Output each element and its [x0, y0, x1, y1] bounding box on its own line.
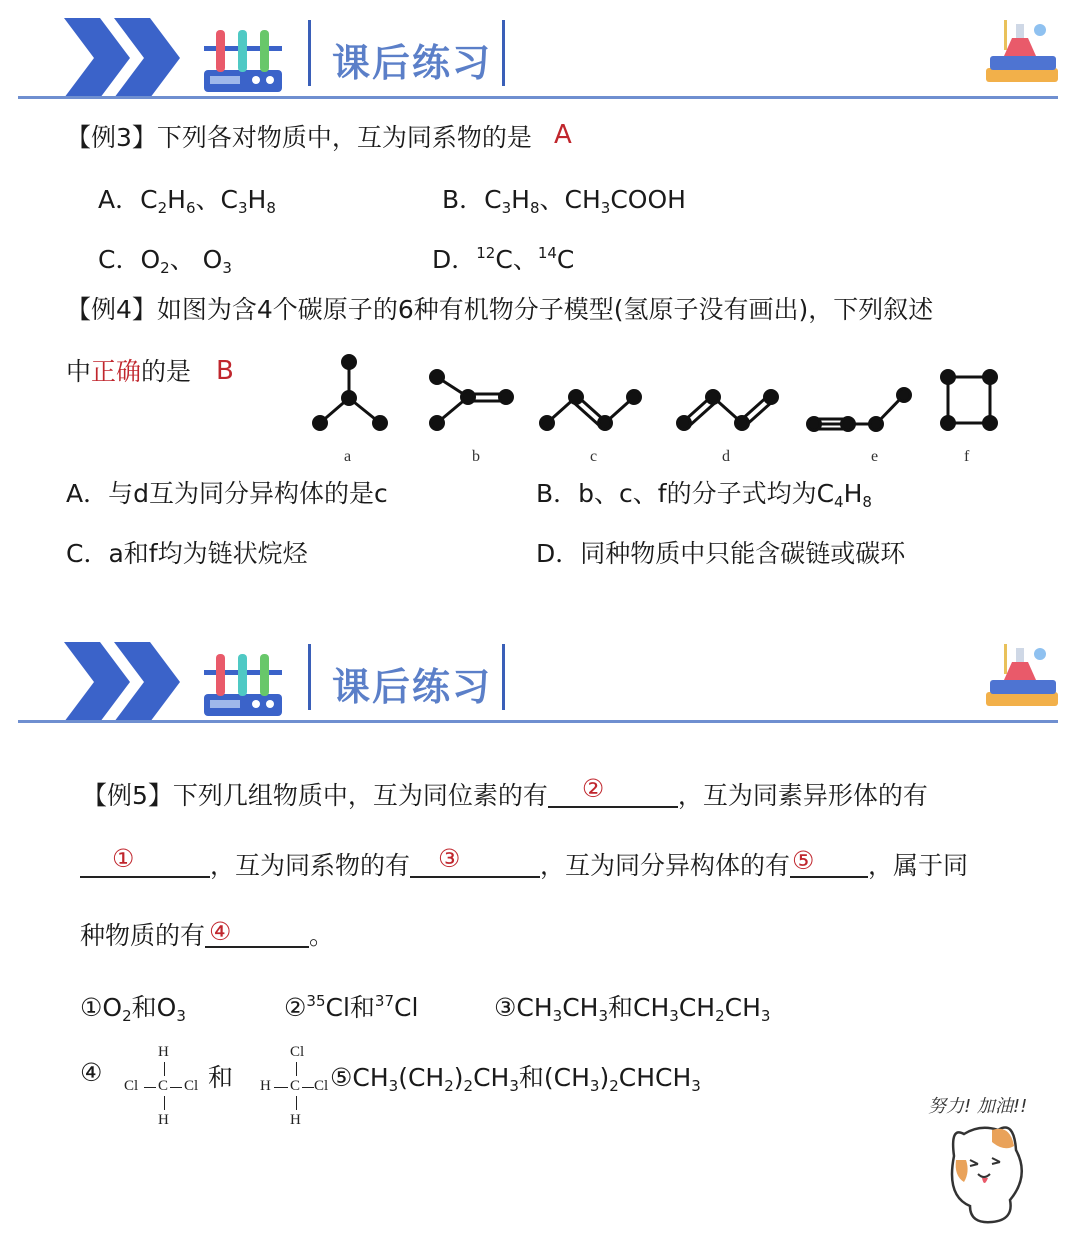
cat-sticker-icon	[940, 1116, 1034, 1226]
ex5-item-3: $③CH_3CH_3$和$CH_3CH_2CH_3$	[494, 993, 771, 1025]
ex5-answer-isotope: ②	[581, 774, 605, 803]
ex4-option-b: B．b、c、f的分子式均为$C_4H_8$	[536, 479, 872, 511]
ex3-option-c: C．$O_2$、 $O_3$	[98, 245, 232, 277]
molecule-d	[678, 391, 778, 430]
section-banner-1	[0, 0, 1080, 110]
molecule-models-figure	[300, 350, 1020, 440]
caption-b: b	[472, 448, 480, 465]
ex3-option-a: A．$C_2H_6$、$C_3H_8$	[98, 185, 276, 217]
ex5-item-4-and: 和	[208, 1063, 234, 1092]
books-flask-icon	[982, 642, 1062, 716]
caption-c: c	[590, 448, 598, 465]
molecule-c	[541, 391, 641, 430]
ex5-line1: 【例5】下列几组物质中，互为同位素的有 ② ，互为同素异形体的有	[82, 774, 928, 810]
test-tube-rack-icon	[200, 26, 286, 96]
caption-f: f	[964, 448, 970, 465]
molecule-b	[431, 371, 513, 430]
molecule-a	[314, 356, 387, 430]
double-chevron-icon	[64, 18, 184, 98]
ex5-answer-homolog: ③	[438, 844, 461, 873]
double-chevron-icon	[64, 642, 184, 722]
ex4-stem-line1: 【例4】如图为含4个碳原子的6种有机物分子模型(氢原子没有画出)，下列叙述	[66, 295, 934, 324]
banner-title: 课后练习	[332, 665, 493, 709]
banner-title: 课后练习	[332, 41, 493, 85]
ex3-option-b: B．$C_3H_8$、$CH_3COOH$	[442, 185, 686, 217]
caption-e: e	[871, 448, 879, 465]
ex5-item-1: $①O_2$和$O_3$	[80, 993, 186, 1025]
ex5-answer-allotrope: ①	[112, 844, 135, 873]
ex5-line2: ① ，互为同系物的有 ③ ，互为同分异构体的有 ⑤ ，属于同	[80, 846, 968, 882]
test-tube-rack-icon	[200, 650, 286, 720]
books-flask-icon	[982, 18, 1062, 92]
ex4-option-c: C．a和f均为链状烷烃	[66, 539, 308, 568]
ex5-line3: 种物质的有 ④ 。	[80, 917, 335, 950]
caption-d: d	[722, 448, 730, 465]
molecule-e	[808, 389, 911, 431]
ex3-stem: 【例3】下列各对物质中，互为同系物的是	[66, 123, 532, 152]
ex4-answer: B	[216, 356, 234, 386]
ex5-item-5: $⑤CH_3(CH_2)_2CH_3$和$(CH_3)_2CHCH_3$	[330, 1063, 701, 1095]
ex4-option-d: D．同种物质中只能含碳链或碳环	[536, 539, 906, 568]
structural-formula-1: H Cl C Cl H	[124, 1044, 199, 1128]
ex5-item-4-label: ④	[80, 1058, 103, 1087]
ex3-answer: A	[554, 120, 572, 150]
molecule-f	[942, 371, 997, 430]
section-banner-2	[0, 624, 1080, 734]
structural-formula-2: Cl H C Cl H	[260, 1044, 329, 1128]
ex4-option-a: A．与d互为同分异构体的是c	[66, 479, 388, 508]
ex5-answer-same: ④	[209, 917, 232, 946]
ex4-stem-line2: 中正确的是	[66, 357, 192, 386]
ex5-item-2: ②$^{35}$Cl和$^{37}$Cl	[284, 992, 419, 1022]
sticker-text: 努力! 加油!!	[928, 1096, 1028, 1117]
caption-a: a	[344, 448, 352, 465]
ex5-answer-isomer: ⑤	[792, 846, 815, 875]
ex3-option-d: D．$^{12}$C、$^{14}$C	[432, 244, 575, 274]
